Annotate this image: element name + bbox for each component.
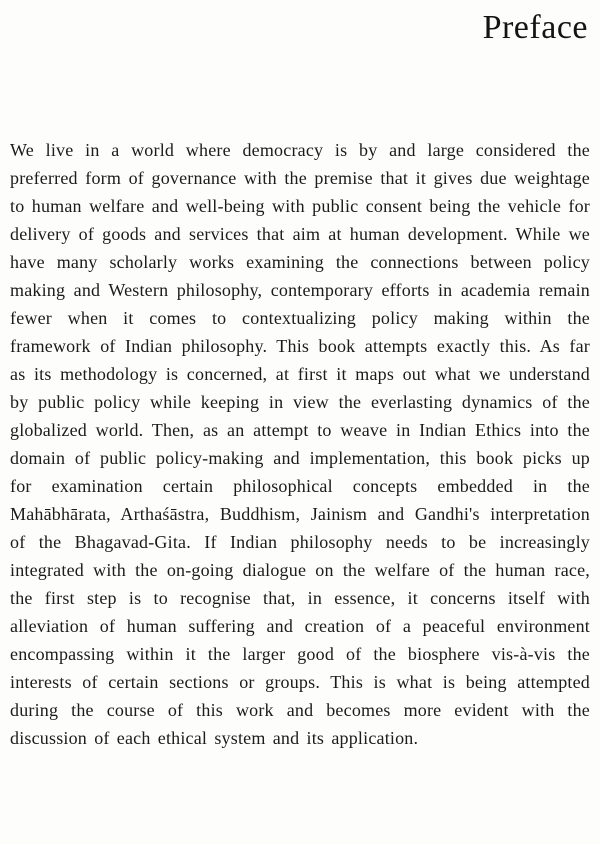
- page-title: Preface: [482, 9, 588, 46]
- preface-paragraph: We live in a world where democracy is by and large considered the preferred form of governance with the premise that it gives due weightage to human welfare and well-being with public consent being the vehicle for delivery of goods and services that aim at human development. While we have many scholarly works examining the connections between policy making and Western philosophy, contemporary efforts in academia remain fewer when it comes to contextualizing policy making within the framework of Indian philosophy. This book attempts exactly this. As far as its methodology is concerned, at first it maps out what we understand by public policy while keeping in view the everlasting dynamics of the globalized world. Then, as an attempt to weave in Indian Ethics into the domain of public policy-making and implementation, this book picks up for examination certain philosophical concepts embedded in the Mahābhārata, Arthaśāstra, Buddhism, Jainism and Gandhi's interpretation of the Bhagavad-Gita. If Indian philosophy needs to be increasingly integrated with the on-going dialogue on the welfare of the human race, the first step is to recognise that, in essence, it concerns itself with alleviation of human suffering and creation of a peaceful environment encompassing within it the larger good of the biosphere vis-à-vis the interests of certain sections or groups. This is what is being attempted during the course of this work and becomes more evident with the discussion of each ethical system and its application.: [10, 140, 590, 748]
